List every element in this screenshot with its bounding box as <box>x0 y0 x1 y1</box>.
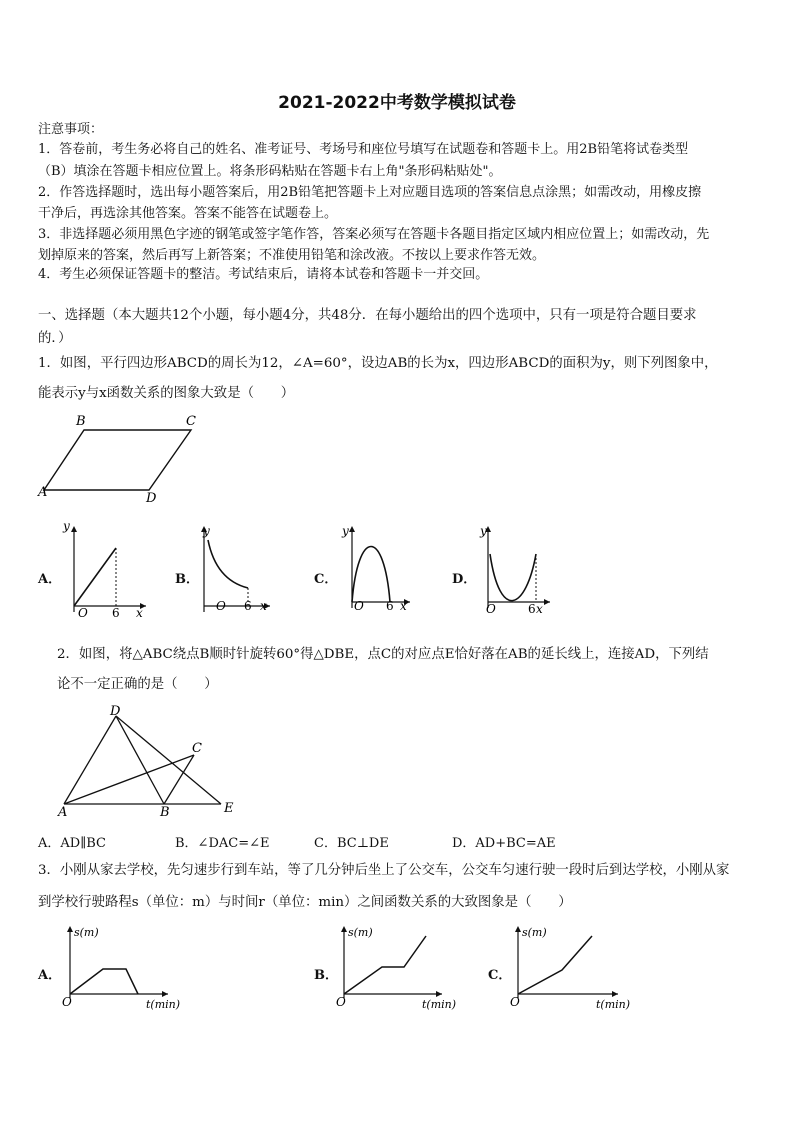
section-header-line-2: 的．） <box>38 331 72 346</box>
svg-text:y: y <box>203 524 210 538</box>
notice-line-5: 3．非选择题必须用黑色字迹的钢笔或签字笔作答，答案必须写在答题卡各题目指定区域内相应位置上；如需改动，先 <box>38 227 710 242</box>
svg-text:t(min): t(min) <box>146 998 181 1011</box>
svg-text:O: O <box>486 602 496 616</box>
parallelogram-shape <box>44 430 191 490</box>
q1-option-d-graph[interactable] <box>466 518 561 618</box>
svg-text:O: O <box>354 599 364 613</box>
svg-text:t(min): t(min) <box>422 998 457 1011</box>
notice-line-4: 干净后，再选涂其他答案。答案不能答在试题卷上。 <box>38 206 338 221</box>
q1-option-b-label[interactable]: B． <box>175 572 199 587</box>
label-a: A <box>38 485 48 500</box>
q2-choice-b[interactable]: B．∠DAC=∠E <box>175 836 270 851</box>
q1-option-c-graph[interactable] <box>326 518 421 618</box>
svg-text:x: x <box>400 599 407 613</box>
q1-stem-line-1: 1．如图，平行四边形ABCD的周长为12，∠A=60°，设边AB的长为x，四边形ABCD的面积为y，则下列图象中， <box>38 356 718 371</box>
svg-text:x: x <box>260 599 267 613</box>
page-title: 2021-2022中考数学模拟试卷 <box>278 93 516 113</box>
notice-line-2: （B）填涂在答题卡相应位置上。将条形码粘贴在答题卡右上角"条形码粘贴处"。 <box>38 164 502 179</box>
q3-option-c-label[interactable]: C． <box>488 968 512 983</box>
notice-line-1: 1．答卷前，考生务必将自己的姓名、准考证号、考场号和座位号填写在试题卷和答题卡上。用2B铅笔将试卷类型 <box>38 142 689 157</box>
svg-text:6: 6 <box>528 602 536 616</box>
q2-choice-a[interactable]: A．AD∥BC <box>38 836 106 851</box>
notice-heading: 注意事项： <box>38 122 104 137</box>
q1-option-a-label[interactable]: A． <box>38 572 62 587</box>
q2-choice-d[interactable]: D．AD+BC=AE <box>452 836 556 851</box>
q3-option-a-graph[interactable] <box>58 922 188 1017</box>
notice-line-6: 划掉原来的答案，然后再写上新答案；不准使用铅笔和涂改液。不按以上要求作答无效。 <box>38 248 546 263</box>
q1-stem-line-2: 能表示y与x函数关系的图象大致是（ ） <box>38 386 295 401</box>
q1-option-c-label[interactable]: C． <box>314 572 338 587</box>
svg-text:x: x <box>536 602 543 616</box>
svg-text:s(m): s(m) <box>74 926 99 939</box>
svg-text:6: 6 <box>386 599 394 613</box>
section-header-line-1: 一、选择题（本大题共12个小题，每小题4分，共48分．在每小题给出的四个选项中，只有一项是符合题目要求 <box>38 308 697 323</box>
svg-text:t(min): t(min) <box>596 998 631 1011</box>
svg-text:O: O <box>78 606 88 618</box>
svg-text:x: x <box>136 606 143 618</box>
q3-stem-line-2: 到学校行驶路程s（单位：m）与时间r（单位：min）之间函数关系的大致图象是（ ） <box>38 895 572 910</box>
svg-text:C: C <box>192 741 202 756</box>
svg-text:6: 6 <box>112 606 120 618</box>
svg-text:s(m): s(m) <box>522 926 547 939</box>
q1-option-d-label[interactable]: D． <box>452 572 477 587</box>
label-b: B <box>76 414 86 429</box>
q2-stem-line-2: 论不一定正确的是（ ） <box>57 677 218 692</box>
svg-text:y: y <box>63 519 70 533</box>
q1-option-a-graph[interactable] <box>56 518 151 618</box>
notice-line-7: 4．考生必须保证答题卡的整洁。考试结束后，请将本试卷和答题卡一并交回。 <box>38 267 489 282</box>
svg-text:O: O <box>510 995 520 1009</box>
svg-text:O: O <box>62 995 72 1009</box>
q3-stem-line-1: 3．小刚从家去学校，先匀速步行到车站，等了几分钟后坐上了公交车，公交车匀速行驶一段时后到达学校，小刚从家 <box>38 863 730 878</box>
q2-rotation-figure <box>56 700 241 820</box>
svg-text:E: E <box>224 801 234 816</box>
q3-option-b-label[interactable]: B． <box>314 968 338 983</box>
svg-text:B: B <box>160 805 170 820</box>
svg-text:y: y <box>342 524 349 538</box>
svg-text:O: O <box>336 995 346 1009</box>
svg-text:6: 6 <box>244 599 252 613</box>
svg-text:y: y <box>480 524 487 538</box>
q2-choice-c[interactable]: C．BC⊥DE <box>314 836 389 851</box>
q3-option-c-graph[interactable] <box>506 922 636 1017</box>
q3-option-b-graph[interactable] <box>332 922 462 1017</box>
notice-line-3: 2．作答选择题时，选出每小题答案后，用2B铅笔把答题卡上对应题目选项的答案信息点涂黑；如需改动，用橡皮擦 <box>38 185 702 200</box>
label-c: C <box>186 414 196 429</box>
svg-text:O: O <box>216 599 226 613</box>
q3-option-a-label[interactable]: A． <box>38 968 62 983</box>
svg-text:A: A <box>58 805 68 820</box>
q1-parallelogram-figure <box>36 410 206 510</box>
q1-option-b-graph[interactable] <box>186 518 281 618</box>
label-d: D <box>146 491 157 506</box>
svg-text:s(m): s(m) <box>348 926 373 939</box>
q2-stem-line-1: 2．如图，将△ABC绕点B顺时针旋转60°得△DBE，点C的对应点E恰好落在AB的延长线上，连接AD，下列结 <box>57 647 709 662</box>
svg-text:D: D <box>110 704 121 719</box>
